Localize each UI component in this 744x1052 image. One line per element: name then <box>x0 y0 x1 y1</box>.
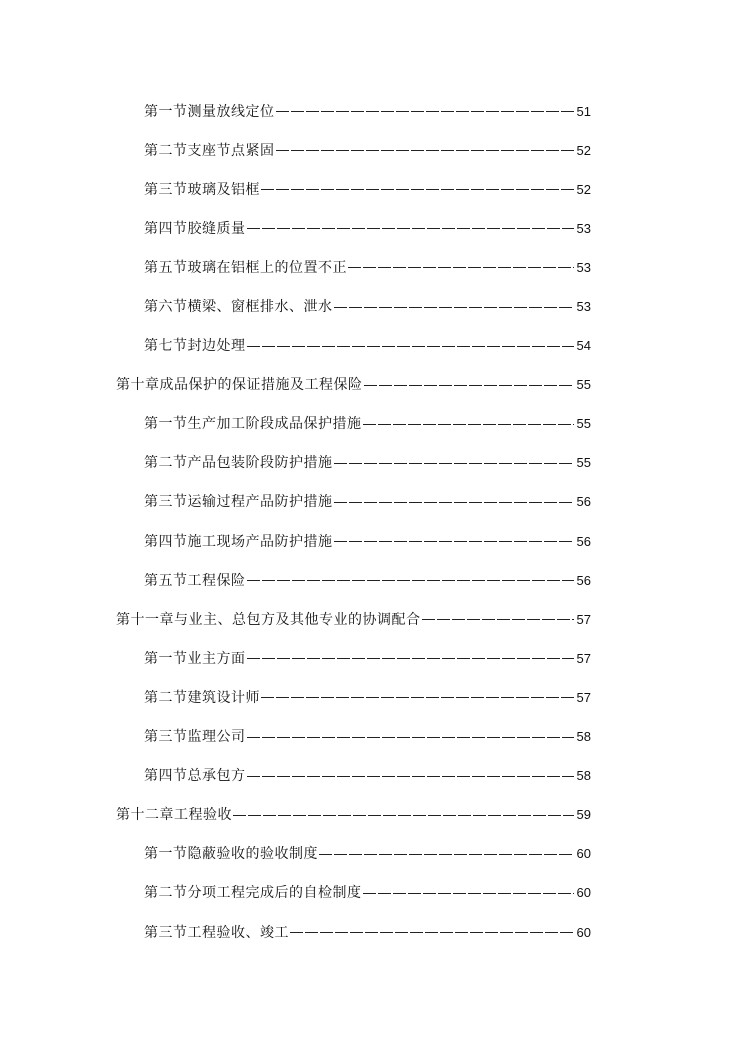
toc-dot-leader <box>334 541 575 542</box>
toc-entry-page: 53 <box>576 299 591 315</box>
toc-entry-title: 第一节隐蔽验收的验收制度 <box>144 846 318 863</box>
toc-entry-title: 第二节支座节点紧固 <box>144 142 275 159</box>
toc-dot-leader <box>363 424 575 425</box>
toc-dot-leader <box>247 658 575 659</box>
toc-entry-title: 第一节业主方面 <box>144 650 246 667</box>
toc-entry-title: 第二节分项工程完成后的自检制度 <box>144 885 362 902</box>
toc-entry[interactable] <box>0 131 744 170</box>
toc-entry-title: 第五节工程保险 <box>144 572 246 589</box>
toc-entry-page: 55 <box>576 455 591 471</box>
toc-entry-title: 第六节横梁、窗框排水、泄水 <box>144 299 333 316</box>
toc-entry[interactable] <box>0 718 744 757</box>
toc-entry-page: 53 <box>576 220 591 236</box>
toc-entry-page: 60 <box>576 885 591 901</box>
toc-dot-leader <box>247 580 575 581</box>
toc-entry-page: 55 <box>576 377 591 393</box>
toc-dot-leader <box>233 815 574 816</box>
toc-entry[interactable] <box>0 913 744 952</box>
toc-entry-page: 60 <box>576 846 591 862</box>
toc-entry-page: 57 <box>576 611 591 627</box>
toc-dot-leader <box>247 346 575 347</box>
toc-entry-page: 56 <box>576 494 591 510</box>
toc-dot-leader <box>422 619 575 620</box>
toc-entry[interactable] <box>0 678 744 717</box>
toc-chapter-entry[interactable] <box>0 796 744 835</box>
toc-entry-title: 第五节玻璃在铝框上的位置不正 <box>144 259 347 276</box>
toc-entry-title: 第七节封边处理 <box>144 338 246 355</box>
toc-entry-page: 59 <box>576 807 591 823</box>
toc-entry[interactable] <box>0 639 744 678</box>
toc-entry-title: 第三节工程验收、竣工 <box>144 924 289 941</box>
toc-entry-page: 60 <box>576 924 591 940</box>
toc-entry-title: 第三节运输过程产品防护措施 <box>144 494 333 511</box>
toc-entry-page: 54 <box>576 338 591 354</box>
toc-chapter-entry[interactable] <box>0 366 744 405</box>
toc-entry-title: 第一节生产加工阶段成品保护措施 <box>144 416 362 433</box>
toc-entry-title: 第四节胶缝质量 <box>144 220 246 237</box>
toc-entry-title: 第十一章与业主、总包方及其他专业的协调配合 <box>116 611 421 628</box>
toc-entry[interactable] <box>0 287 744 326</box>
toc-dot-leader <box>319 854 574 855</box>
toc-entry-page: 52 <box>576 142 591 158</box>
toc-dot-leader <box>363 893 575 894</box>
toc-dot-leader <box>348 267 574 268</box>
toc-dot-leader <box>334 307 575 308</box>
toc-dot-leader <box>247 228 575 229</box>
toc-dot-leader <box>261 697 574 698</box>
toc-entry-title: 第四节总承包方 <box>144 768 246 785</box>
toc-entry[interactable] <box>0 248 744 287</box>
toc-dot-leader <box>247 776 575 777</box>
toc-entry-page: 58 <box>576 768 591 784</box>
toc-entry-title: 第三节监理公司 <box>144 729 246 746</box>
toc-entry[interactable] <box>0 327 744 366</box>
toc-entry-title: 第十二章工程验收 <box>116 807 232 824</box>
toc-dot-leader <box>247 737 575 738</box>
toc-entry-page: 57 <box>576 650 591 666</box>
toc-dot-leader <box>276 111 575 112</box>
toc-entry-title: 第四节施工现场产品防护措施 <box>144 533 333 550</box>
toc-entry-title: 第二节建筑设计师 <box>144 689 260 706</box>
toc-entry[interactable] <box>0 209 744 248</box>
toc-entry[interactable] <box>0 405 744 444</box>
toc-dot-leader <box>334 463 575 464</box>
toc-chapter-entry[interactable] <box>0 600 744 639</box>
toc-entry[interactable] <box>0 170 744 209</box>
toc-entry-page: 51 <box>576 103 591 119</box>
toc-dot-leader <box>334 502 575 503</box>
toc-entry[interactable] <box>0 757 744 796</box>
toc-entry[interactable] <box>0 874 744 913</box>
toc-entry-page: 57 <box>576 689 591 705</box>
toc-entry-page: 56 <box>576 533 591 549</box>
toc-entry-page: 53 <box>576 259 591 275</box>
toc-entry-page: 52 <box>576 181 591 197</box>
toc-entry[interactable] <box>0 483 744 522</box>
toc-dot-leader <box>290 932 574 933</box>
toc-entry-title: 第十章成品保护的保证措施及工程保险 <box>116 377 363 394</box>
toc-entry-page: 58 <box>576 729 591 745</box>
toc-entry-title: 第二节产品包装阶段防护措施 <box>144 455 333 472</box>
toc-entry[interactable] <box>0 92 744 131</box>
toc-dot-leader <box>261 189 574 190</box>
table-of-contents <box>0 92 744 952</box>
toc-entry[interactable] <box>0 835 744 874</box>
toc-entry[interactable] <box>0 561 744 600</box>
toc-dot-leader <box>364 385 575 386</box>
toc-entry-title: 第三节玻璃及铝框 <box>144 181 260 198</box>
toc-entry[interactable] <box>0 522 744 561</box>
toc-entry-page: 56 <box>576 572 591 588</box>
toc-dot-leader <box>276 150 575 151</box>
toc-entry-page: 55 <box>576 416 591 432</box>
toc-entry-title: 第一节测量放线定位 <box>144 103 275 120</box>
toc-entry[interactable] <box>0 444 744 483</box>
